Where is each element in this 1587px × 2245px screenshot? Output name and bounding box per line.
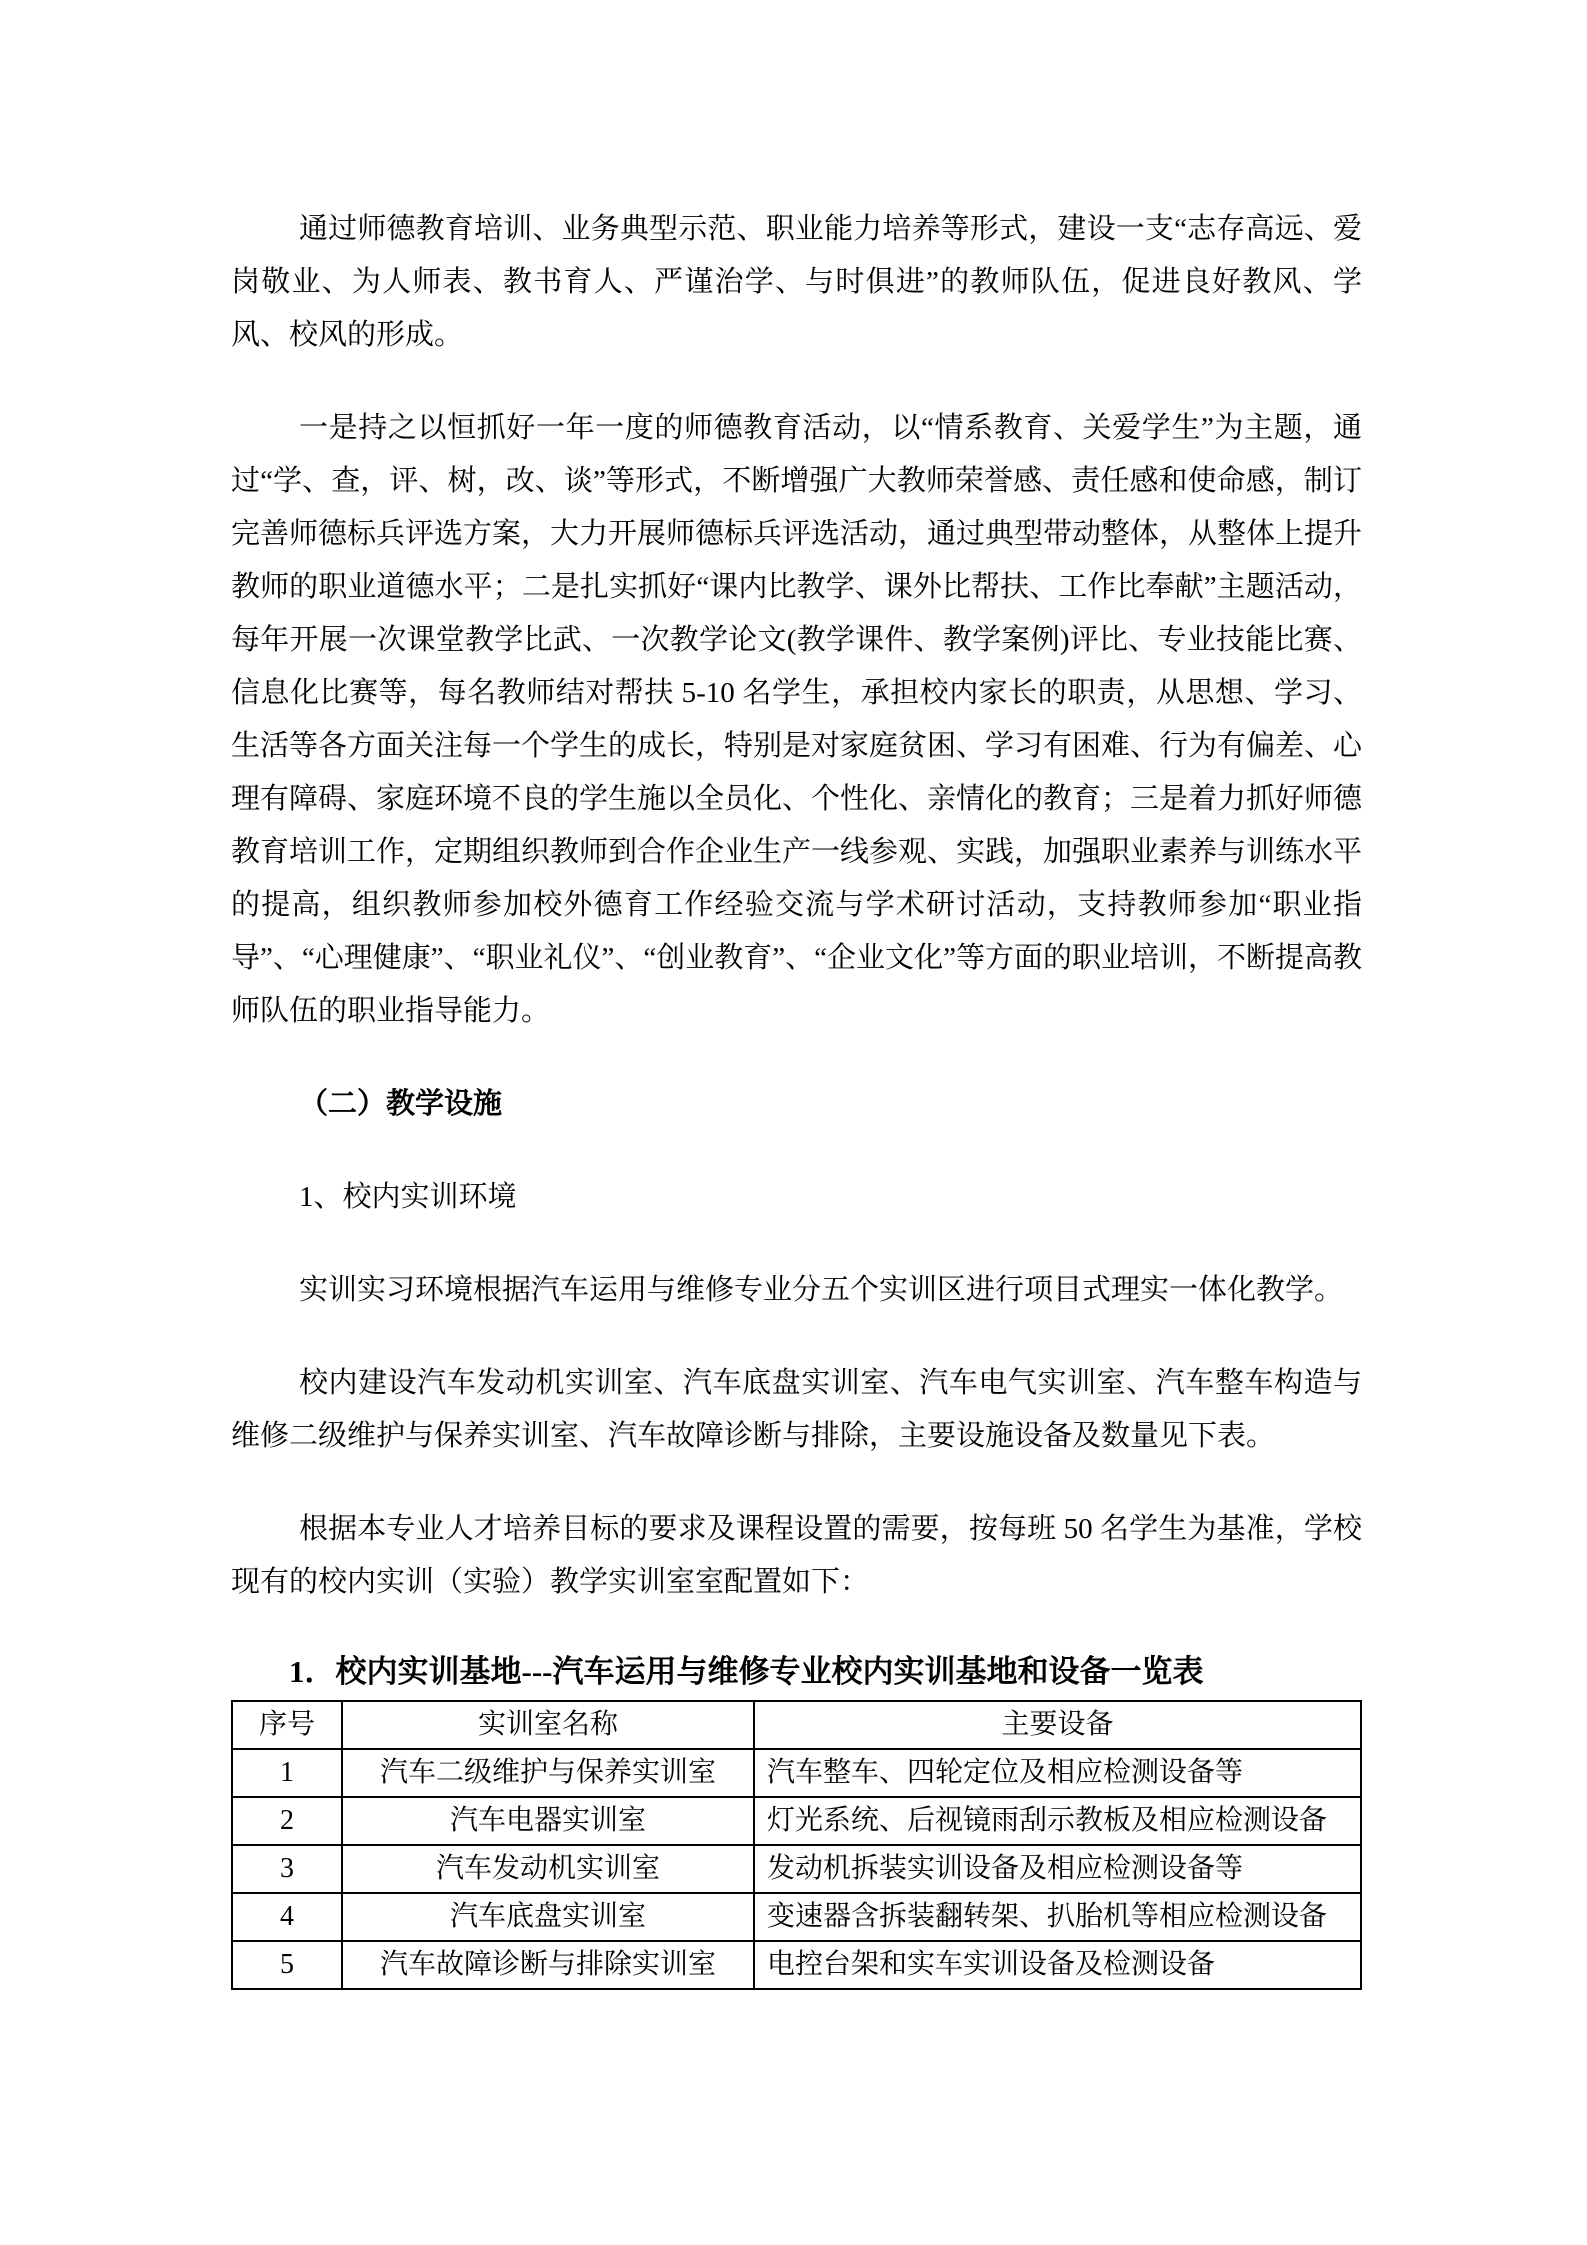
cell-number: 4 (232, 1893, 342, 1941)
table-row (232, 1797, 1361, 1845)
header-cell-equipment: 主要设备 (754, 1701, 1361, 1749)
cell-number: 1 (232, 1749, 342, 1797)
cell-room-name: 汽车发动机实训室 (342, 1845, 754, 1893)
cell-number: 3 (232, 1845, 342, 1893)
header-cell-room-name: 实训室名称 (342, 1701, 754, 1749)
cell-equipment: 变速器含拆装翻转架、扒胎机等相应检测设备 (754, 1893, 1361, 1941)
paragraph-three-measures: 一是持之以恒抓好一年一度的师德教育活动，以“情系教育、关爱学生”为主题，通过“学、查，评、树，改、谈”等形式，不断增强广大教师荣誉感、责任感和使命感，制订完善师德标兵评选方案，大力开展师德标兵评选活动，通过典型带动整体，从整体上提升教师的职业道德水平；二是扎实抓好“课内比教学、课外比帮扶、工作比奉献”主题活动，每年开展一次课堂教学比武、一次教学论文(教学课件、教学案例)评比、专业技能比赛、信息化比赛等，每名教师结对帮扶 5-10 名学生，承担校内家长的职责，从思想、学习、生活等各方面关注每一个学生的成长，特别是对家庭贫困、学习有困难、行为有偏差、心理有障碍、家庭环境不良的学生施以全员化、个性化、亲情化的教育；三是着力抓好师德教育培训工作，定期组织教师到合作企业生产一线参观、实践，加强职业素养与训练水平的提高，组织教师参加校外德育工作经验交流与学术研讨活动，支持教师参加“职业指导”、“心理健康”、“职业礼仪”、“创业教育”、“企业文化”等方面的职业培训，不断提高教师队伍的职业指导能力。 (231, 412, 1363, 1027)
paragraph-training-rooms-list: 校内建设汽车发动机实训室、汽车底盘实训室、汽车电气实训室、汽车整车构造与维修二级维护与保养实训室、汽车故障诊断与排除，主要设施设备及数量见下表。 (231, 1367, 1362, 1452)
cell-equipment: 电控台架和实车实训设备及检测设备 (754, 1941, 1361, 1989)
table-row (232, 1749, 1361, 1797)
header-cell-number: 序号 (232, 1701, 342, 1749)
table-row (232, 1845, 1361, 1893)
table-row (232, 1941, 1361, 1989)
cell-equipment: 发动机拆装实训设备及相应检测设备等 (754, 1845, 1361, 1893)
cell-equipment: 汽车整车、四轮定位及相应检测设备等 (754, 1749, 1361, 1797)
training-base-equipment-table (231, 1700, 1362, 1990)
cell-number: 5 (232, 1941, 342, 1989)
paragraph-teacher-ethics-building: 通过师德教育培训、业务典型示范、职业能力培养等形式，建设一支“志存高远、爱岗敬业、为人师表、教书育人、严谨治学、与时俱进”的教师队伍，促进良好教风、学风、校风的形成。 (231, 213, 1362, 351)
cell-room-name: 汽车二级维护与保养实训室 (342, 1749, 754, 1797)
table-header-row (232, 1701, 1361, 1749)
cell-equipment: 灯光系统、后视镜雨刮示教板及相应检测设备 (754, 1797, 1361, 1845)
section-heading-teaching-facilities: （二）教学设施 (299, 1088, 503, 1120)
cell-room-name: 汽车底盘实训室 (342, 1893, 754, 1941)
table-title: 1．校内实训基地---汽车运用与维修专业校内实训基地和设备一览表 (289, 1654, 1204, 1689)
cell-room-name: 汽车故障诊断与排除实训室 (342, 1941, 754, 1989)
table-row (232, 1893, 1361, 1941)
sub-heading-campus-training-environment: 1、校内实训环境 (299, 1181, 517, 1213)
paragraph-class-size-config: 根据本专业人才培养目标的要求及课程设置的需要，按每班 50 名学生为基准，学校现有的校内实训（实验）教学实训室室配置如下： (231, 1513, 1362, 1598)
paragraph-training-environment: 实训实习环境根据汽车运用与维修专业分五个实训区进行项目式理实一体化教学。 (299, 1274, 1344, 1306)
cell-room-name: 汽车电器实训室 (342, 1797, 754, 1845)
cell-number: 2 (232, 1797, 342, 1845)
